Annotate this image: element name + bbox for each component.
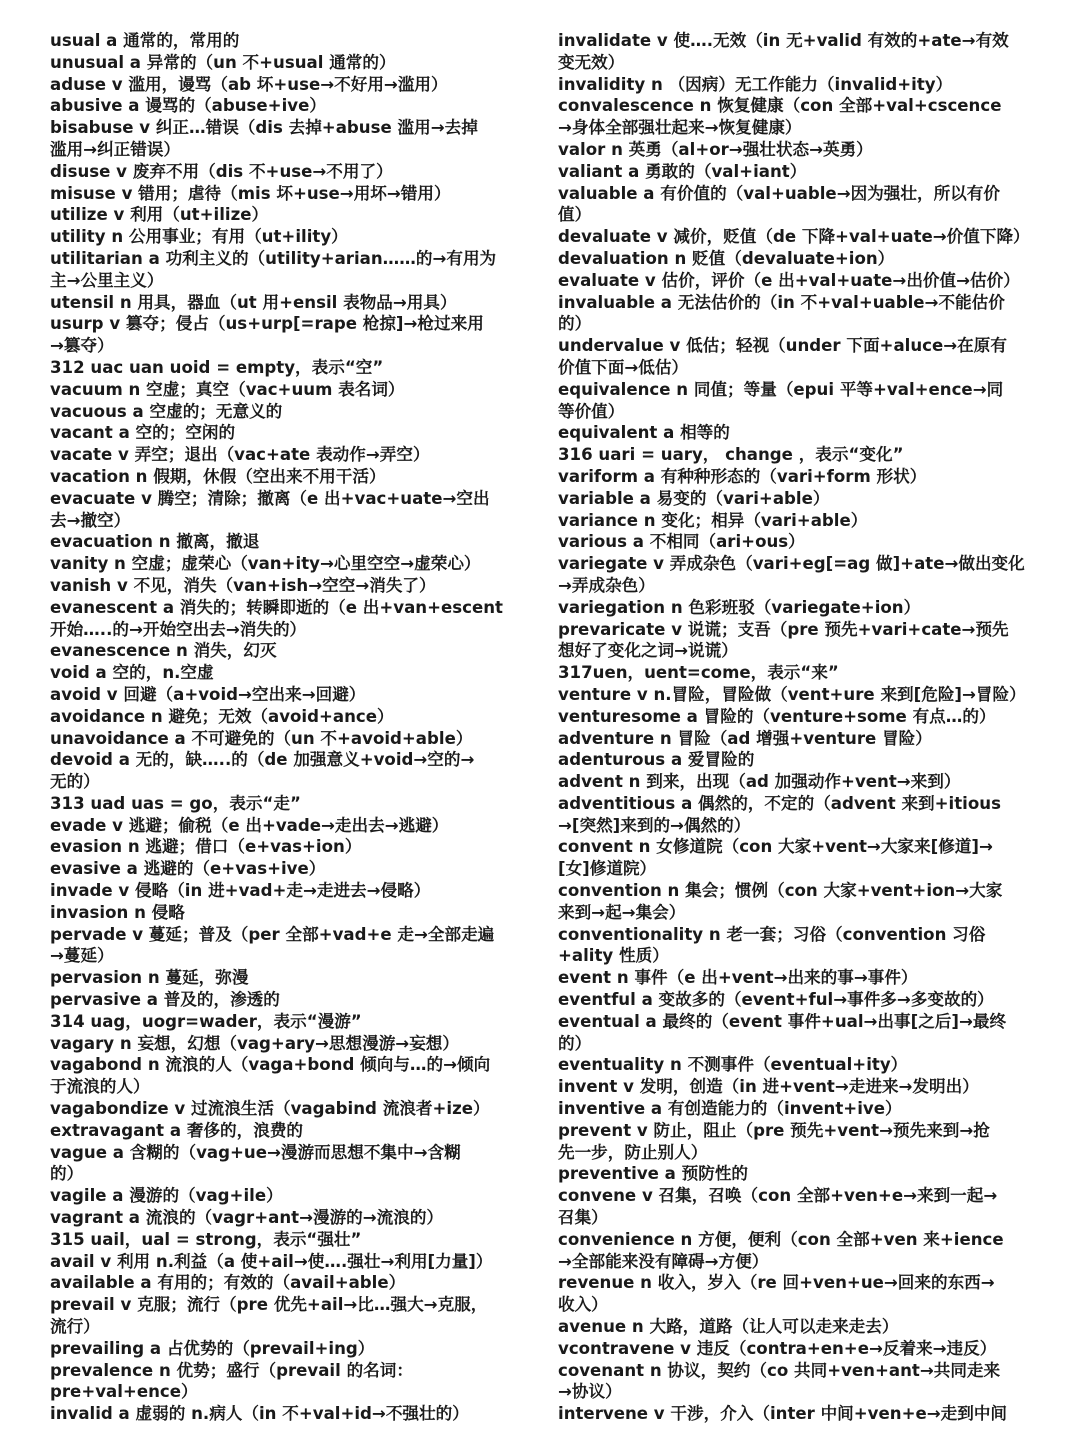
text-line: 313 uad uas = go，表示“走” <box>50 793 301 813</box>
text-line: venture v n.冒险，冒险做（vent+ure 来到[危险]→冒险） <box>558 684 1026 704</box>
left-column <box>50 30 528 1425</box>
text-line: aduse v 滥用，谩骂（ab 坏+use→不好用→滥用） <box>50 74 448 94</box>
text-line: evasive a 逃避的（e+vas+ive） <box>50 859 326 879</box>
text-line: eventuality n 不测事件（eventual+ity） <box>558 1055 908 1075</box>
text-line: undervalue v 低估；轻视（under 下面+aluce→在原有 <box>558 336 1007 356</box>
text-line: →篡夺） <box>50 336 114 356</box>
text-line: available a 有用的；有效的（avail+able） <box>50 1273 406 1293</box>
text-line: conventionality n 老一套；习俗（convention 习俗 <box>558 924 986 944</box>
text-line: evaluate v 估价，评价（e 出+val+uate→出价值→估价） <box>558 270 1020 290</box>
text-line: 收入） <box>558 1295 608 1315</box>
text-line: vagile a 漫游的（vag+ile） <box>50 1186 283 1206</box>
text-line: valiant a 勇敢的（val+iant） <box>558 161 807 181</box>
text-line: misuse v 错用；虐待（mis 坏+use→用坏→错用） <box>50 183 451 203</box>
text-line: 于流浪的人） <box>50 1077 150 1097</box>
text-line: evacuation n 撤离，撤退 <box>50 532 260 552</box>
text-line: 314 uag，uogr=wader，表示“漫游” <box>50 1011 362 1031</box>
text-line: equivalent a 相等的 <box>558 423 730 443</box>
text-line: void a 空的，n.空虚 <box>50 663 214 683</box>
text-line: vanity n 空虚；虚荣心（van+ity→心里空空→虚荣心） <box>50 554 481 574</box>
text-line: revenue n 收入，岁入（re 回+ven+ue→回来的东西→ <box>558 1273 995 1293</box>
text-line: devaluate v 减价，贬值（de 下降+val+uate→价值下降） <box>558 227 1030 247</box>
text-line: 无的） <box>50 772 100 792</box>
text-line: 想好了变化之词→说谎） <box>558 641 738 661</box>
text-line: 316 uari = uary， change ，表示“变化” <box>558 445 904 465</box>
text-line: 312 uac uan uoid = empty，表示“空” <box>50 357 384 377</box>
text-line: avoidance n 避免；无效（avoid+ance） <box>50 706 394 726</box>
text-line: 去→撤空） <box>50 510 131 530</box>
text-line: →蔓延） <box>50 946 114 966</box>
text-line: utensil n 用具，器血（ut 用+ensil 表物品→用具） <box>50 292 457 312</box>
text-line: invalidity n （因病）无工作能力（invalid+ity） <box>558 74 953 94</box>
text-line: usual a 通常的，常用的 <box>50 31 240 50</box>
text-line: variance n 变化；相异（vari+able） <box>558 510 868 530</box>
text-line: →弄成杂色） <box>558 575 655 595</box>
text-line: equivalence n 同值；等量（epui 平等+val+ence→同 <box>558 379 1004 399</box>
text-line: vagabond n 流浪的人（vaga+bond 倾向与…的→倾向 <box>50 1055 491 1075</box>
text-line: vacate v 弄空；退出（vac+ate 表动作→弄空） <box>50 445 430 465</box>
text-line: 的） <box>558 314 592 334</box>
text-line: evanescence n 消失，幻灭 <box>50 641 277 661</box>
text-line: pervasion n 蔓延，弥漫 <box>50 968 249 988</box>
text-line: +ality 性质） <box>558 946 669 966</box>
text-line: variegate v 弄成杂色（vari+eg[=ag 做]+ate→做出变化 <box>558 554 1025 574</box>
text-line: eventful a 变故多的（event+ful→事件多→多变故的） <box>558 990 994 1010</box>
text-line: pervade v 蔓延；普及（per 全部+vad+e 走→全部走遍 <box>50 924 495 944</box>
text-line: devoid a 无的，缺…..的（de 加强意义+void→空的→ <box>50 750 475 770</box>
text-line: prevaricate v 说谎；支吾（pre 预先+vari+cate→预先 <box>558 619 1009 639</box>
text-line: adenturous a 爱冒险的 <box>558 750 755 770</box>
text-line: convent n 女修道院（con 大家+vent→大家来[修道]→ <box>558 837 993 857</box>
text-line: evacuate v 腾空；清除；撤离（e 出+vac+uate→空出 <box>50 488 490 508</box>
text-line: 的） <box>558 1033 592 1053</box>
text-line: →身体全部强壮起来→恢复健康） <box>558 118 802 138</box>
text-line: evanescent a 消失的；转瞬即逝的（e 出+van+escent <box>50 597 503 617</box>
text-line: 召集） <box>558 1208 608 1228</box>
text-line: convalescence n 恢复健康（con 全部+val+cscence <box>558 96 1002 116</box>
text-line: utility n 公用事业；有用（ut+ility） <box>50 227 348 247</box>
text-line: invaluable a 无法估价的（in 不+val+uable→不能估价 <box>558 292 1005 312</box>
text-line: variable a 易变的（vari+able） <box>558 488 830 508</box>
text-line: 315 uail，ual = strong，表示“强壮” <box>50 1229 362 1249</box>
text-line: invalid a 虚弱的 n.病人（in 不+val+id→不强壮的） <box>50 1404 469 1424</box>
text-line: variform a 有种种形态的（vari+form 形状） <box>558 466 927 486</box>
text-line: [女]修道院） <box>558 859 657 879</box>
right-column <box>558 30 1036 1425</box>
text-line: convene v 召集，召唤（con 全部+ven+e→来到一起→ <box>558 1186 998 1206</box>
text-line: 开始…..的→开始空出去→消失的） <box>50 619 307 639</box>
text-line: bisabuse v 纠正…错误（dis 去掉+abuse 滥用→去掉 <box>50 118 478 138</box>
text-line: valuable a 有价值的（val+uable→因为强壮，所以有价 <box>558 183 1000 203</box>
text-line: avail v 利用 n.利益（a 使+ail→使….强壮→利用[力量]） <box>50 1251 493 1271</box>
text-line: 317uen，uent=come，表示“来” <box>558 663 839 683</box>
text-line: 变无效） <box>558 52 625 72</box>
text-line: 主→公里主义） <box>50 270 164 290</box>
text-line: adventure n 冒险（ad 增强+venture 冒险） <box>558 728 932 748</box>
text-line: event n 事件（e 出+vent→出来的事→事件） <box>558 968 918 988</box>
text-line: valor n 英勇（al+or→强壮状态→英勇） <box>558 139 873 159</box>
text-line: unusual a 异常的（un 不+usual 通常的） <box>50 52 396 72</box>
text-line: disuse v 废弃不用（dis 不+use→不用了） <box>50 161 393 181</box>
text-line: vagrant a 流浪的（vagr+ant→漫游的→流浪的） <box>50 1208 444 1228</box>
text-line: invent v 发明，创造（in 进+vent→走进来→发明出） <box>558 1077 979 1097</box>
text-line: vagary n 妄想，幻想（vag+ary→思想漫游→妄想） <box>50 1033 459 1053</box>
text-line: 的） <box>50 1164 84 1184</box>
text-line: 先一步，防止别人） <box>558 1142 708 1162</box>
text-line: covenant n 协议，契约（co 共同+ven+ant→共同走来 <box>558 1360 1001 1380</box>
text-line: vacuum n 空虚；真空（vac+uum 表名词） <box>50 379 405 399</box>
text-line: pre+val+ence） <box>50 1382 198 1402</box>
text-line: usurp v 篡夺；侵占（us+urp[=rape 枪掠]→枪过来用 <box>50 314 484 334</box>
text-line: convenience n 方便，便利（con 全部+ven 来+ience <box>558 1229 1004 1249</box>
text-line: vanish v 不见，消失（van+ish→空空→消失了） <box>50 575 436 595</box>
text-line: venturesome a 冒险的（venture+some 有点…的） <box>558 706 996 726</box>
text-line: invalidate v 使….无效（in 无+valid 有效的+ate→有效 <box>558 31 1009 50</box>
text-line: avenue n 大路，道路（让人可以走来走去） <box>558 1317 899 1337</box>
text-line: vacant a 空的；空闲的 <box>50 423 236 443</box>
text-line: various a 不相同（ari+ous） <box>558 532 805 552</box>
text-line: 价值下面→低估） <box>558 357 689 377</box>
text-line: vague a 含糊的（vag+ue→漫游而思想不集中→含糊 <box>50 1142 461 1162</box>
text-line: adventitious a 偶然的，不定的（advent 来到+itious <box>558 793 1001 813</box>
text-line: intervene v 干涉，介入（inter 中间+ven+e→走到中间 <box>558 1404 1008 1424</box>
text-line: extravagant a 奢侈的，浪费的 <box>50 1120 304 1140</box>
text-line: prevail v 克服；流行（pre 优先+ail→比…强大→克服， <box>50 1295 488 1315</box>
text-line: vacuous a 空虚的；无意义的 <box>50 401 283 421</box>
text-line: vagabondize v 过流浪生活（vagabind 流浪者+ize） <box>50 1099 490 1119</box>
text-line: utilitarian a 功利主义的（utility+arian……的→有用为 <box>50 248 497 268</box>
text-line: devaluation n 贬值（devaluate+ion） <box>558 248 895 268</box>
text-line: utilize v 利用（ut+ilize） <box>50 205 269 225</box>
text-line: vacation n 假期，休假（空出来不用干活） <box>50 466 386 486</box>
text-line: prevailing a 占优势的（prevail+ing） <box>50 1338 375 1358</box>
text-line: 来到→起→集会） <box>558 902 686 922</box>
text-line: prevalence n 优势；盛行（prevail 的名词： <box>50 1360 413 1380</box>
text-line: advent n 到来，出现（ad 加强动作+vent→来到） <box>558 772 961 792</box>
text-line: variegation n 色彩班驳（variegate+ion） <box>558 597 921 617</box>
text-line: inventive a 有创造能力的（invent+ive） <box>558 1099 902 1119</box>
text-line: 值） <box>558 205 592 225</box>
text-line: evasion n 逃避；借口（e+vas+ion） <box>50 837 362 857</box>
text-line: prevent v 防止，阻止（pre 预先+vent→预先来到→抢 <box>558 1120 990 1140</box>
text-line: invade v 侵略（in 进+vad+走→走进去→侵略） <box>50 881 431 901</box>
text-line: 滥用→纠正错误） <box>50 139 181 159</box>
text-line: →协议） <box>558 1382 622 1402</box>
text-line: invasion n 侵略 <box>50 902 185 922</box>
text-line: avoid v 回避（a+void→空出来→回避） <box>50 684 366 704</box>
text-line: convention n 集会；惯例（con 大家+vent+ion→大家 <box>558 881 1003 901</box>
text-line: unavoidance a 不可避免的（un 不+avoid+able） <box>50 728 473 748</box>
text-line: abusive a 谩骂的（abuse+ive） <box>50 96 326 116</box>
text-line: preventive a 预防性的 <box>558 1164 749 1184</box>
text-line: eventual a 最终的（event 事件+ual→出事[之后]→最终 <box>558 1011 1007 1031</box>
text-line: 等价值） <box>558 401 625 421</box>
text-line: pervasive a 普及的，渗透的 <box>50 990 280 1010</box>
text-line: evade v 逃避；偷税（e 出+vade→走出去→逃避） <box>50 815 449 835</box>
text-line: 流行） <box>50 1317 100 1337</box>
text-line: →[突然]来到的→偶然的） <box>558 815 751 835</box>
text-line: vcontravene v 违反（contra+en+e→反着来→违反） <box>558 1338 997 1358</box>
text-line: →全部能来没有障碍→方便） <box>558 1251 769 1271</box>
